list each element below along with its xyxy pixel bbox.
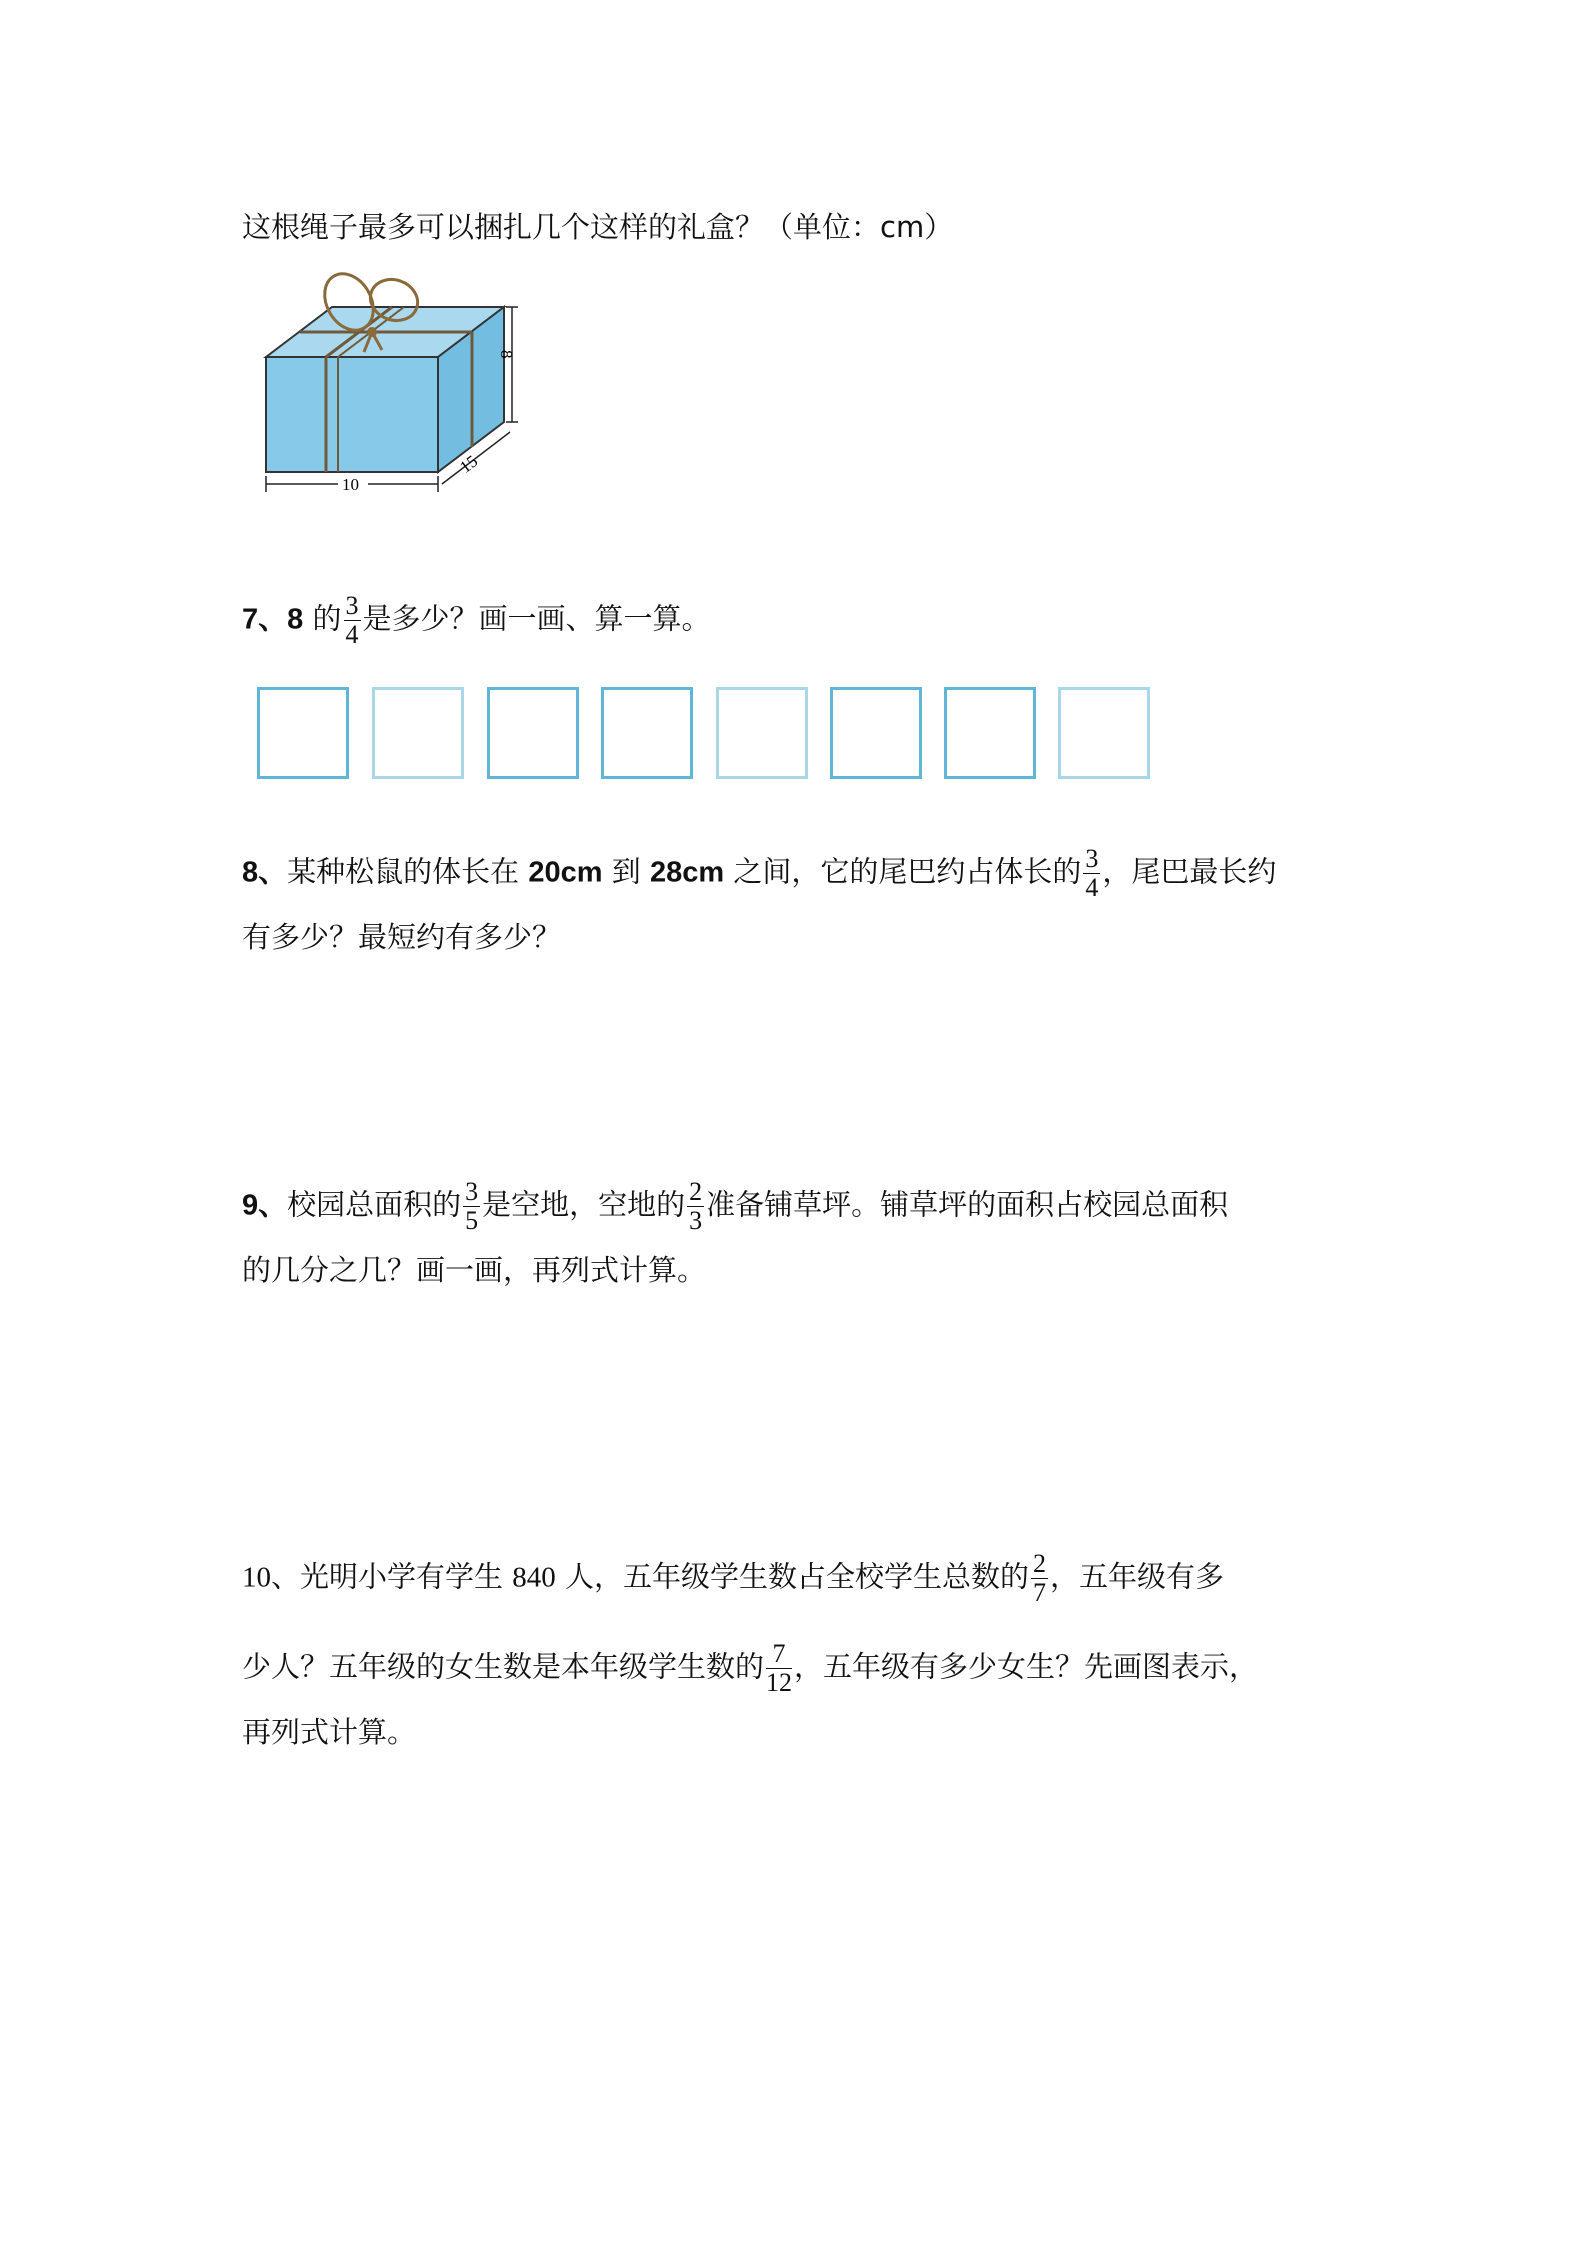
q9-fraction2: $\frac{2}{3}$ (689, 1177, 703, 1235)
width-label: 10 (342, 475, 359, 492)
q7-t1: 的 (312, 601, 342, 636)
q9-line2: 的几分之几？画一画，再列式计算。 (242, 1253, 707, 1287)
q8-t2: 到 (611, 854, 641, 889)
q9-t1: 校园总面积的 (287, 1187, 462, 1222)
drawing-box (830, 687, 922, 779)
q10-l2a: 少人？五年级的女生数是本年级学生数的 (242, 1649, 765, 1684)
q8-fraction: $\frac{3}{4}$ (1085, 844, 1099, 902)
drawing-box (257, 687, 349, 779)
q9-t3: 准备铺草坪。铺草坪的面积占校园总面积 (706, 1187, 1229, 1222)
q6-text: 这根绳子最多可以捆扎几个这样的礼盒？（单位：cm） (242, 210, 954, 244)
q9-fraction1: $\frac{3}{5}$ (465, 1177, 479, 1235)
height-label: 8 (497, 350, 516, 359)
q10-line1 (242, 1550, 1224, 1607)
q10-line2 (242, 1640, 1258, 1697)
q9-t2: 是空地，空地的 (482, 1187, 686, 1222)
q10-t1: 、光明小学有学生 (271, 1559, 504, 1594)
q8-t1: 某种松鼠的体长在 (287, 854, 520, 889)
drawing-box (716, 687, 808, 779)
drawing-box (372, 687, 464, 779)
q9-number: 9、 (242, 1189, 288, 1222)
q8-line2: 有多少？最短约有多少？ (242, 920, 562, 954)
drawing-box (487, 687, 579, 779)
drawing-box (1058, 687, 1150, 779)
depth-label: 15 (456, 451, 482, 477)
q10-t3: ，五年级有多 (1049, 1559, 1224, 1594)
q7-number: 7、 (242, 603, 288, 636)
q10-v1: 840 (512, 1561, 556, 1594)
q8-v2: 28cm (650, 856, 725, 889)
q10-number: 10 (242, 1561, 271, 1594)
q10-l2b: ，五年级有多少女生？先画图表示， (794, 1649, 1259, 1684)
q7-fraction: $\frac{3}{4}$ (345, 591, 359, 649)
gift-box-figure (254, 262, 524, 492)
q10-fraction2: $\frac{7}{12}$ (766, 1639, 793, 1697)
q8-t3: 之间，它的尾巴约占体长的 (733, 854, 1082, 889)
q8-line1 (242, 845, 1276, 902)
drawing-box (601, 687, 693, 779)
q7-t2: 是多少？画一画、算一算。 (362, 601, 711, 636)
q9-line1 (242, 1178, 1228, 1235)
q8-number: 8、 (242, 856, 288, 889)
q8-v1: 20cm (528, 856, 603, 889)
q7-text (242, 592, 711, 649)
q7-value-8: 8 (287, 603, 304, 636)
q10-line3: 再列式计算。 (242, 1715, 417, 1749)
q10-t2: 人，五年级学生数占全校学生总数的 (564, 1559, 1029, 1594)
q10-fraction1: $\frac{2}{7}$ (1032, 1549, 1046, 1607)
q8-t4: ，尾巴最长约 (1102, 854, 1277, 889)
drawing-box (944, 687, 1036, 779)
